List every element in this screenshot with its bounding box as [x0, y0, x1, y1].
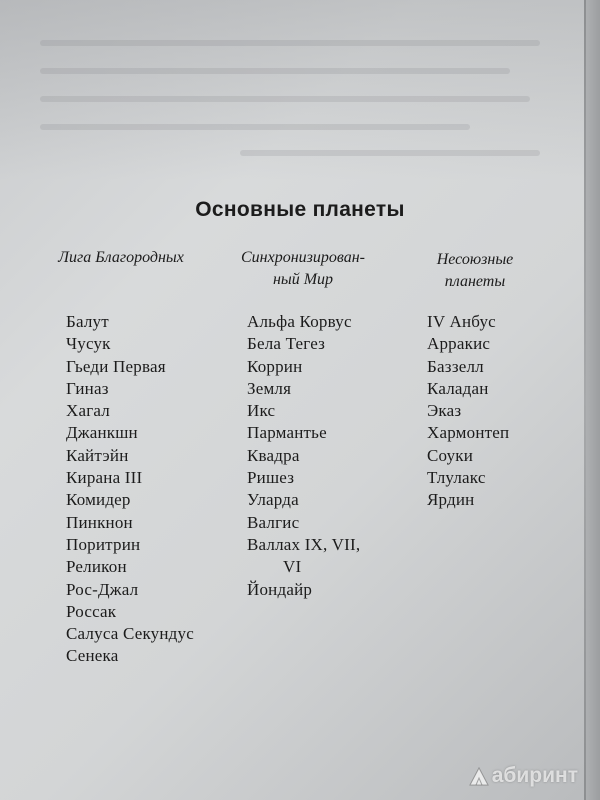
- planet-item: Тлулакс: [427, 468, 486, 488]
- planet-item: Икс: [247, 401, 276, 421]
- column-header-line: Синхронизирован-: [241, 249, 365, 266]
- column-header-noble-league: [36, 247, 206, 269]
- column-header-synchronized-world: [218, 247, 388, 291]
- column-header-unallied-planets: [410, 249, 540, 293]
- planet-item: Баззелл: [427, 356, 484, 376]
- planet-item: Уларда: [247, 490, 299, 510]
- bleed-through-text: [40, 124, 470, 130]
- planet-item: Каладан: [427, 378, 489, 398]
- planet-item: Рос-Джал: [66, 579, 139, 599]
- column-header-line: планеты: [444, 273, 506, 290]
- planet-list-noble-league: [66, 311, 194, 668]
- bleed-through-text: [40, 68, 510, 74]
- planet-item: Поритрин: [66, 534, 141, 554]
- bleed-through-text: [240, 150, 540, 156]
- planet-item: Гьеди Первая: [66, 356, 166, 376]
- page-edge-line: [584, 0, 586, 800]
- planet-item: Валлах IX, VII,: [247, 534, 361, 554]
- column-header-line: Несоюзные: [436, 251, 514, 268]
- planet-list-synchronized-world: [247, 311, 360, 601]
- planet-item: Джанкшн: [66, 423, 138, 443]
- planet-item-continuation: VI: [283, 557, 302, 577]
- page-heading: Основные планеты: [195, 198, 405, 221]
- planet-item: Хармонтеп: [427, 423, 510, 443]
- planet-item: Сенека: [66, 646, 119, 666]
- planet-item: Гиназ: [66, 378, 109, 398]
- planet-item: Ришез: [247, 468, 295, 488]
- labyrinth-logo-icon: [468, 765, 490, 787]
- book-spine-edge: [586, 0, 600, 800]
- planet-list-unallied: [427, 311, 509, 512]
- planet-item: Кирана III: [66, 468, 143, 488]
- planet-item: Арракис: [427, 334, 491, 354]
- planet-item: Пармантье: [247, 423, 327, 443]
- planet-item: Кайтэйн: [66, 445, 129, 465]
- planet-item: Валгис: [247, 512, 300, 532]
- column-header-line: Лига Благородных: [58, 249, 184, 266]
- planet-item: Салуса Секундус: [66, 624, 194, 644]
- column-header-line: ный Мир: [272, 271, 334, 288]
- planet-item: Пинкнон: [66, 512, 133, 532]
- watermark: [468, 764, 578, 788]
- planet-item: Чусук: [66, 334, 111, 354]
- planet-item: Земля: [247, 378, 292, 398]
- planet-item: Хагал: [66, 401, 110, 421]
- bleed-through-text: [40, 40, 540, 46]
- planet-item: Балут: [66, 312, 109, 331]
- planet-item: Альфа Корвус: [247, 312, 352, 331]
- planet-item: IV Анбус: [427, 312, 496, 331]
- bleed-through-text: [40, 96, 530, 102]
- planet-item: Квадра: [247, 445, 300, 465]
- planet-item: Коррин: [247, 356, 303, 376]
- planet-item: Соуки: [427, 445, 474, 465]
- planet-item: Эказ: [427, 401, 462, 421]
- planet-item: Бела Тегез: [247, 334, 326, 354]
- planet-item: Комидер: [66, 490, 131, 510]
- watermark-text: абиринт: [491, 764, 578, 787]
- planet-item: Реликон: [66, 557, 127, 577]
- planet-item: Ярдин: [427, 490, 475, 510]
- planet-item: Йондайр: [247, 579, 313, 599]
- planet-item: Россак: [66, 601, 117, 621]
